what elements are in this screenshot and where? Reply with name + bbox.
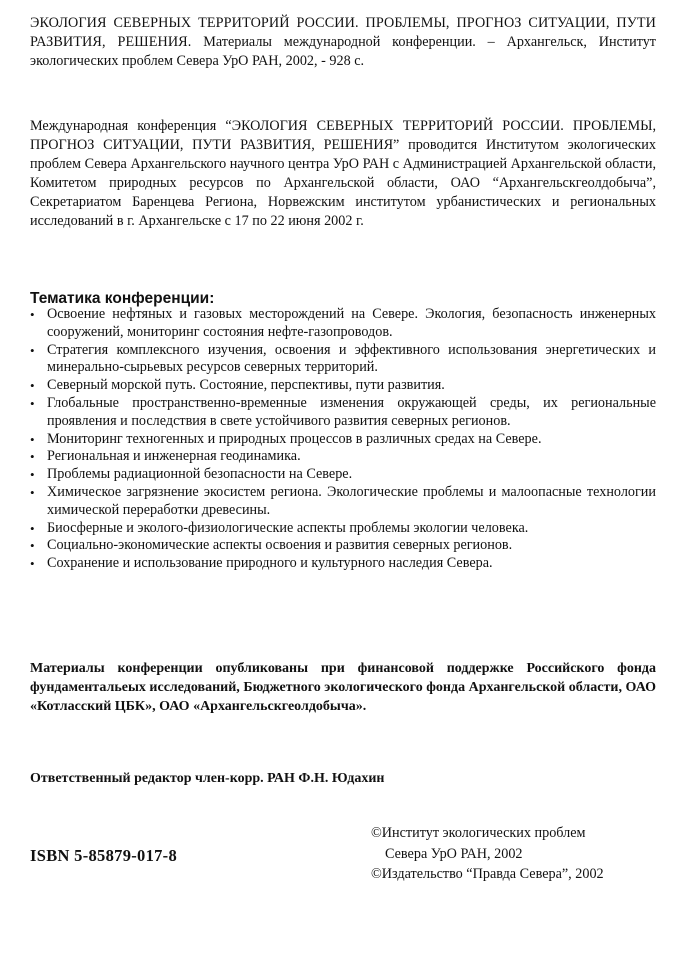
topic-item: [30, 306, 656, 342]
topic-text: Северный морской путь. Состояние, перспективы, пути развития.: [47, 377, 445, 394]
bullet-icon: •: [30, 378, 35, 394]
topic-item: [30, 466, 656, 484]
topic-item: [30, 377, 656, 395]
funding-note: Материалы конференции опубликованы при финансовой поддержке Российского фонда фундаментальеых исследований, Бюджетного экологического фонда Архангельской области, ОАО «Котласский ЦБК», ОАО «Архангельскгеолдобыча».: [30, 661, 656, 714]
topic-text: Социально-экономические аспекты освоения и развития северных регионов.: [47, 537, 513, 554]
topic-text: Мониторинг техногенных и природных процессов в различных средах на Севере.: [47, 430, 542, 447]
bullet-icon: •: [30, 538, 35, 554]
copyright-line-3: ©Издательство “Правда Севера”, 2002: [371, 866, 604, 882]
topic-text: Региональная и инженерная геодинамика.: [47, 448, 301, 465]
topic-item: [30, 537, 656, 555]
bullet-icon: •: [30, 484, 35, 500]
bullet-icon: •: [30, 307, 35, 322]
topics-heading: Тематика конференции:: [30, 290, 215, 307]
topic-text: Биосферные и эколого-физиологические аспекты проблемы экологии человека.: [47, 519, 529, 536]
responsible-editor: Ответственный редактор член-корр. РАН Ф.Н. Юдахин: [30, 771, 385, 786]
copyright-line-1: ©Институт экологических проблем: [371, 825, 586, 841]
topic-item: [30, 395, 656, 431]
isbn: ISBN 5-85879-017-8: [30, 846, 178, 865]
bullet-icon: •: [30, 467, 35, 483]
topic-text: Стратегия комплексного изучения, освоения и эффективного использования энергетических и минерально-сырьевых ресурсов северных территорий.: [47, 341, 656, 376]
topics-list: [30, 306, 656, 573]
topic-item: [30, 484, 656, 520]
bullet-icon: •: [30, 449, 35, 465]
topic-text: Сохранение и использование природного и культурного наследия Севера.: [47, 555, 493, 572]
topic-item: [30, 342, 656, 378]
topic-text: Освоение нефтяных и газовых месторождений на Севере. Экология, безопасность инженерных сооружений, мониторинг состояния нефте-газопроводов.: [47, 306, 656, 340]
intro-conference-title: “ЭКОЛОГИЯ СЕВЕРНЫХ ТЕРРИТОРИЙ РОССИИ. ПРОБЛЕМЫ, ПРОГНОЗ СИТУАЦИИ, ПУТИ РАЗВИТИЯ, РЕШЕНИЯ”: [30, 118, 657, 153]
topic-item: [30, 520, 656, 538]
intro-lead: Международная конференция: [30, 118, 226, 134]
catalog-record: [30, 14, 656, 71]
intro-body: проводится Институтом экологических проблем Севера Архангельского научного центра УрО РАН с Администрацией Архангельской области, Комитетом природных ресурсов по Архангельской области, ОАО “Архангельскгеолдобыча”, Секретариатом Баренцева Региона, Норвежским институтом урбанистических и региональных исследований в г. Архангельске с 17 по 22 июня 2002 г.: [30, 137, 656, 229]
topic-text: Проблемы радиационной безопасности на Севере.: [47, 466, 353, 483]
catalog-title: ЭКОЛОГИЯ СЕВЕРНЫХ ТЕРРИТОРИЙ РОССИИ. ПРОБЛЕМЫ, ПРОГНОЗ СИТУАЦИИ, ПУТИ РАЗВИТИЯ, РЕШЕНИЯ.: [30, 15, 656, 50]
copyright-line-2: Севера УрО РАН, 2002: [385, 845, 523, 862]
bullet-icon: •: [30, 395, 35, 411]
topic-text: Химическое загрязнение экосистем региона. Экологические проблемы и малоопасные технологии химической переработки древесины.: [47, 483, 656, 518]
bullet-icon: •: [30, 556, 35, 572]
topic-item: [30, 448, 656, 466]
bullet-icon: •: [30, 431, 35, 447]
topic-text: Глобальные пространственно-временные изменения окружающей среды, их региональные проявления и последствия в свете устойчивого развития северных регионов.: [47, 394, 656, 429]
topic-item: [30, 555, 656, 573]
bullet-icon: •: [30, 342, 35, 358]
catalog-details: Материалы международной конференции. – Архангельск, Институт экологических проблем Севера УрО РАН, 2002, - 928 с.: [30, 34, 656, 69]
conference-intro: [30, 117, 656, 231]
topic-item: [30, 431, 656, 449]
bullet-icon: •: [30, 520, 35, 536]
copyright-block: [371, 823, 661, 885]
